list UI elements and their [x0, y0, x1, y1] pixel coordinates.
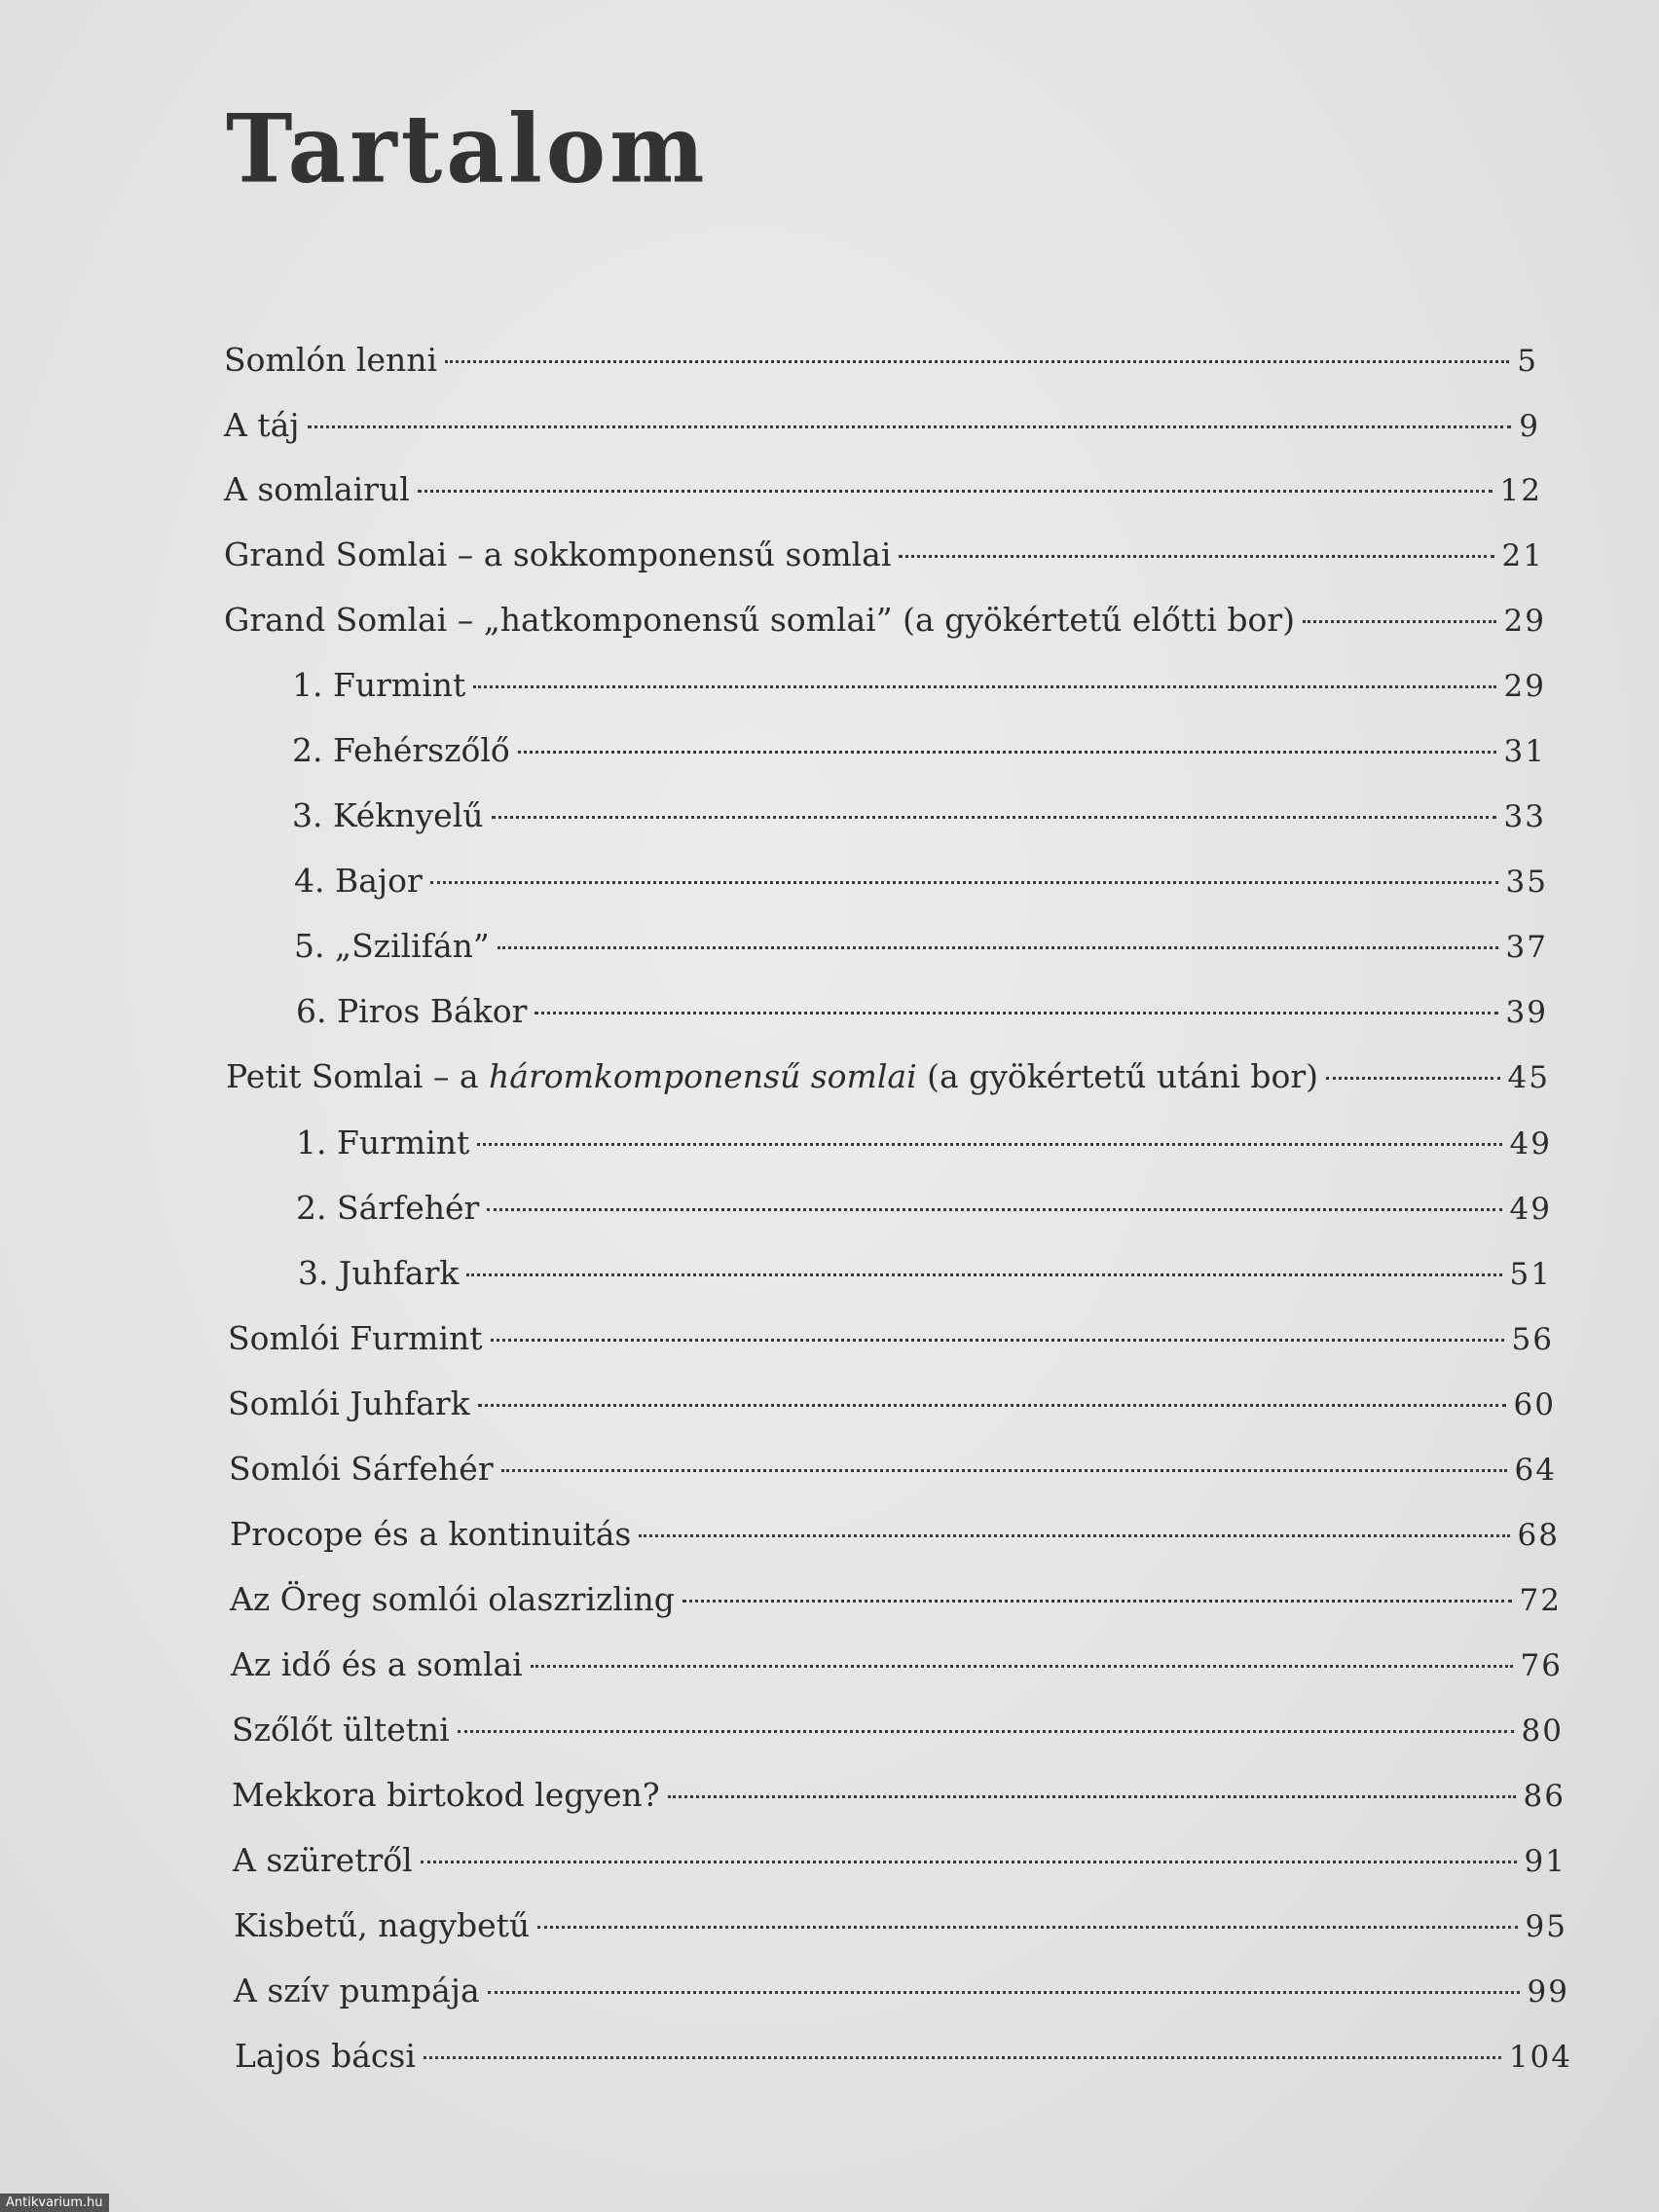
toc-entry-page: 99 — [1527, 1974, 1569, 2009]
toc-entry — [294, 919, 1548, 974]
toc-entry — [232, 1768, 1566, 1823]
toc-entry-label: Szőlőt ültetni — [232, 1711, 450, 1749]
toc-entry-label: Somlói Sárfehér — [229, 1450, 494, 1488]
toc-entry-page: 31 — [1503, 734, 1546, 769]
dot-leader — [501, 1469, 1507, 1472]
toc-entry-page: 56 — [1511, 1322, 1554, 1357]
toc-entry — [231, 1638, 1563, 1692]
toc-entry — [232, 1703, 1564, 1757]
dot-leader — [537, 1926, 1517, 1929]
toc-entry — [228, 1311, 1554, 1366]
dot-leader — [421, 1861, 1517, 1863]
label-prefix: Petit Somlai – a — [226, 1057, 490, 1095]
toc-entry — [224, 398, 1540, 453]
toc-entry — [228, 1377, 1556, 1431]
toc-entry — [296, 984, 1548, 1039]
toc-entry-label: 3. Kéknyelű — [292, 796, 484, 834]
toc-entry-label: Grand Somlai – „hatkomponensű somlai” (a gyökértetű előtti bor) — [224, 601, 1296, 639]
dot-leader — [445, 360, 1509, 363]
toc-entry — [226, 1050, 1550, 1104]
dot-leader — [535, 1012, 1497, 1014]
toc-entry-page: 49 — [1509, 1126, 1552, 1161]
dot-leader — [478, 1404, 1506, 1407]
toc-entry-page: 76 — [1520, 1648, 1563, 1683]
toc-entry — [292, 723, 1546, 778]
toc-entry-page: 95 — [1525, 1909, 1567, 1944]
toc-entry-label: 3. Juhfark — [298, 1254, 460, 1292]
dot-leader — [477, 1143, 1501, 1146]
dot-leader — [488, 1991, 1520, 1994]
dot-leader — [498, 946, 1498, 949]
toc-entry — [229, 1442, 1557, 1496]
toc-entry-label: A táj — [224, 406, 300, 444]
toc-entry — [224, 528, 1544, 582]
dot-leader — [531, 1665, 1513, 1668]
toc-entry — [298, 1246, 1552, 1301]
watermark: Antikvarium.hu — [0, 2194, 109, 2212]
toc-entry — [296, 1116, 1552, 1170]
toc-entry-page: 60 — [1513, 1387, 1556, 1422]
dot-leader — [491, 1339, 1504, 1342]
dot-leader — [1326, 1077, 1500, 1080]
toc-entry — [224, 462, 1542, 517]
toc-entry-page: 9 — [1519, 409, 1540, 444]
toc-entry-label: 2. Fehérszőlő — [292, 731, 510, 769]
toc-entry — [233, 1833, 1567, 1888]
toc-entry-page: 37 — [1505, 930, 1548, 965]
toc-entry-label: 1. Furmint — [296, 1124, 470, 1161]
toc-entry-page: 68 — [1517, 1518, 1560, 1553]
toc-entry — [224, 593, 1546, 647]
page-title: Tartalom — [226, 93, 709, 204]
toc-entry-label — [226, 1050, 1318, 1104]
toc-entry-page: 51 — [1509, 1257, 1552, 1292]
toc-entry — [296, 1181, 1552, 1235]
label-suffix: (a gyökértetű utáni bor) — [916, 1057, 1319, 1095]
toc-entry — [292, 789, 1546, 843]
toc-entry-page: 104 — [1508, 2040, 1572, 2075]
toc-entry-page: 12 — [1499, 473, 1542, 508]
dot-leader — [473, 685, 1495, 688]
toc-entry-label: 4. Bajor — [294, 862, 423, 900]
toc-entry — [294, 854, 1548, 908]
toc-entry-label: Az idő és a somlai — [231, 1645, 523, 1683]
toc-entry-page: 72 — [1519, 1583, 1562, 1618]
dot-leader — [430, 881, 1498, 884]
toc-entry — [230, 1572, 1562, 1627]
dot-leader — [492, 816, 1496, 819]
label-italic: háromkomponensű somlai — [489, 1057, 917, 1095]
toc-entry-page: 80 — [1521, 1714, 1564, 1749]
toc-entry-label: Az Öreg somlói olaszrizling — [230, 1580, 675, 1618]
toc-entry — [224, 333, 1538, 387]
dot-leader — [466, 1273, 1501, 1276]
dot-leader — [308, 425, 1512, 428]
toc-entry-label: Somlón lenni — [224, 341, 438, 379]
toc-entry — [292, 658, 1546, 713]
toc-entry-label: Somlói Furmint — [228, 1319, 483, 1357]
toc-entry-page: 33 — [1503, 799, 1546, 834]
toc-entry-label: 2. Sárfehér — [296, 1189, 480, 1227]
toc-entry-label: A szüretről — [233, 1841, 413, 1879]
dot-leader — [668, 1795, 1516, 1798]
dot-leader — [424, 2056, 1501, 2059]
toc-entry — [230, 1507, 1560, 1562]
toc-entry-label: Procope és a kontinuitás — [230, 1515, 632, 1553]
dot-leader — [1303, 620, 1496, 623]
toc-entry — [235, 2029, 1572, 2083]
toc-entry-page: 91 — [1524, 1844, 1567, 1879]
dot-leader — [458, 1730, 1514, 1733]
toc-entry-page: 64 — [1514, 1453, 1557, 1488]
toc-entry-page: 21 — [1501, 538, 1544, 573]
toc-entry-page: 35 — [1505, 865, 1548, 900]
toc-entry-label: Kisbetű, nagybetű — [234, 1906, 531, 1944]
dot-leader — [518, 751, 1496, 754]
toc-entry — [234, 1899, 1567, 1953]
toc-entry-label: A szív pumpája — [234, 1972, 480, 2009]
toc-entry-label: 6. Piros Bákor — [296, 992, 528, 1030]
dot-leader — [899, 555, 1493, 558]
toc-entry-label: Grand Somlai – a sokkomponensű somlai — [224, 535, 892, 573]
toc-entry-label: A somlairul — [224, 470, 410, 508]
toc-entry-label: Somlói Juhfark — [228, 1384, 470, 1422]
toc-entry-page: 39 — [1505, 995, 1548, 1030]
dot-leader — [682, 1600, 1512, 1603]
toc-entry-label: Mekkora birtokod legyen? — [232, 1776, 660, 1814]
toc-entry-page: 86 — [1523, 1779, 1566, 1814]
toc-entry-page: 5 — [1517, 344, 1538, 379]
toc-entry-page: 45 — [1507, 1060, 1550, 1095]
dot-leader — [639, 1534, 1509, 1537]
toc-entry-label: Lajos bácsi — [235, 2037, 416, 2075]
toc-entry-page: 49 — [1509, 1192, 1552, 1227]
toc-entry-page: 29 — [1503, 669, 1546, 704]
dot-leader — [487, 1208, 1501, 1211]
toc-entry-page: 29 — [1503, 604, 1546, 639]
dot-leader — [418, 490, 1493, 493]
toc-entry — [234, 1964, 1569, 2018]
toc-entry-label: 5. „Szilifán” — [294, 927, 490, 965]
toc-entry-label: 1. Furmint — [292, 666, 466, 704]
